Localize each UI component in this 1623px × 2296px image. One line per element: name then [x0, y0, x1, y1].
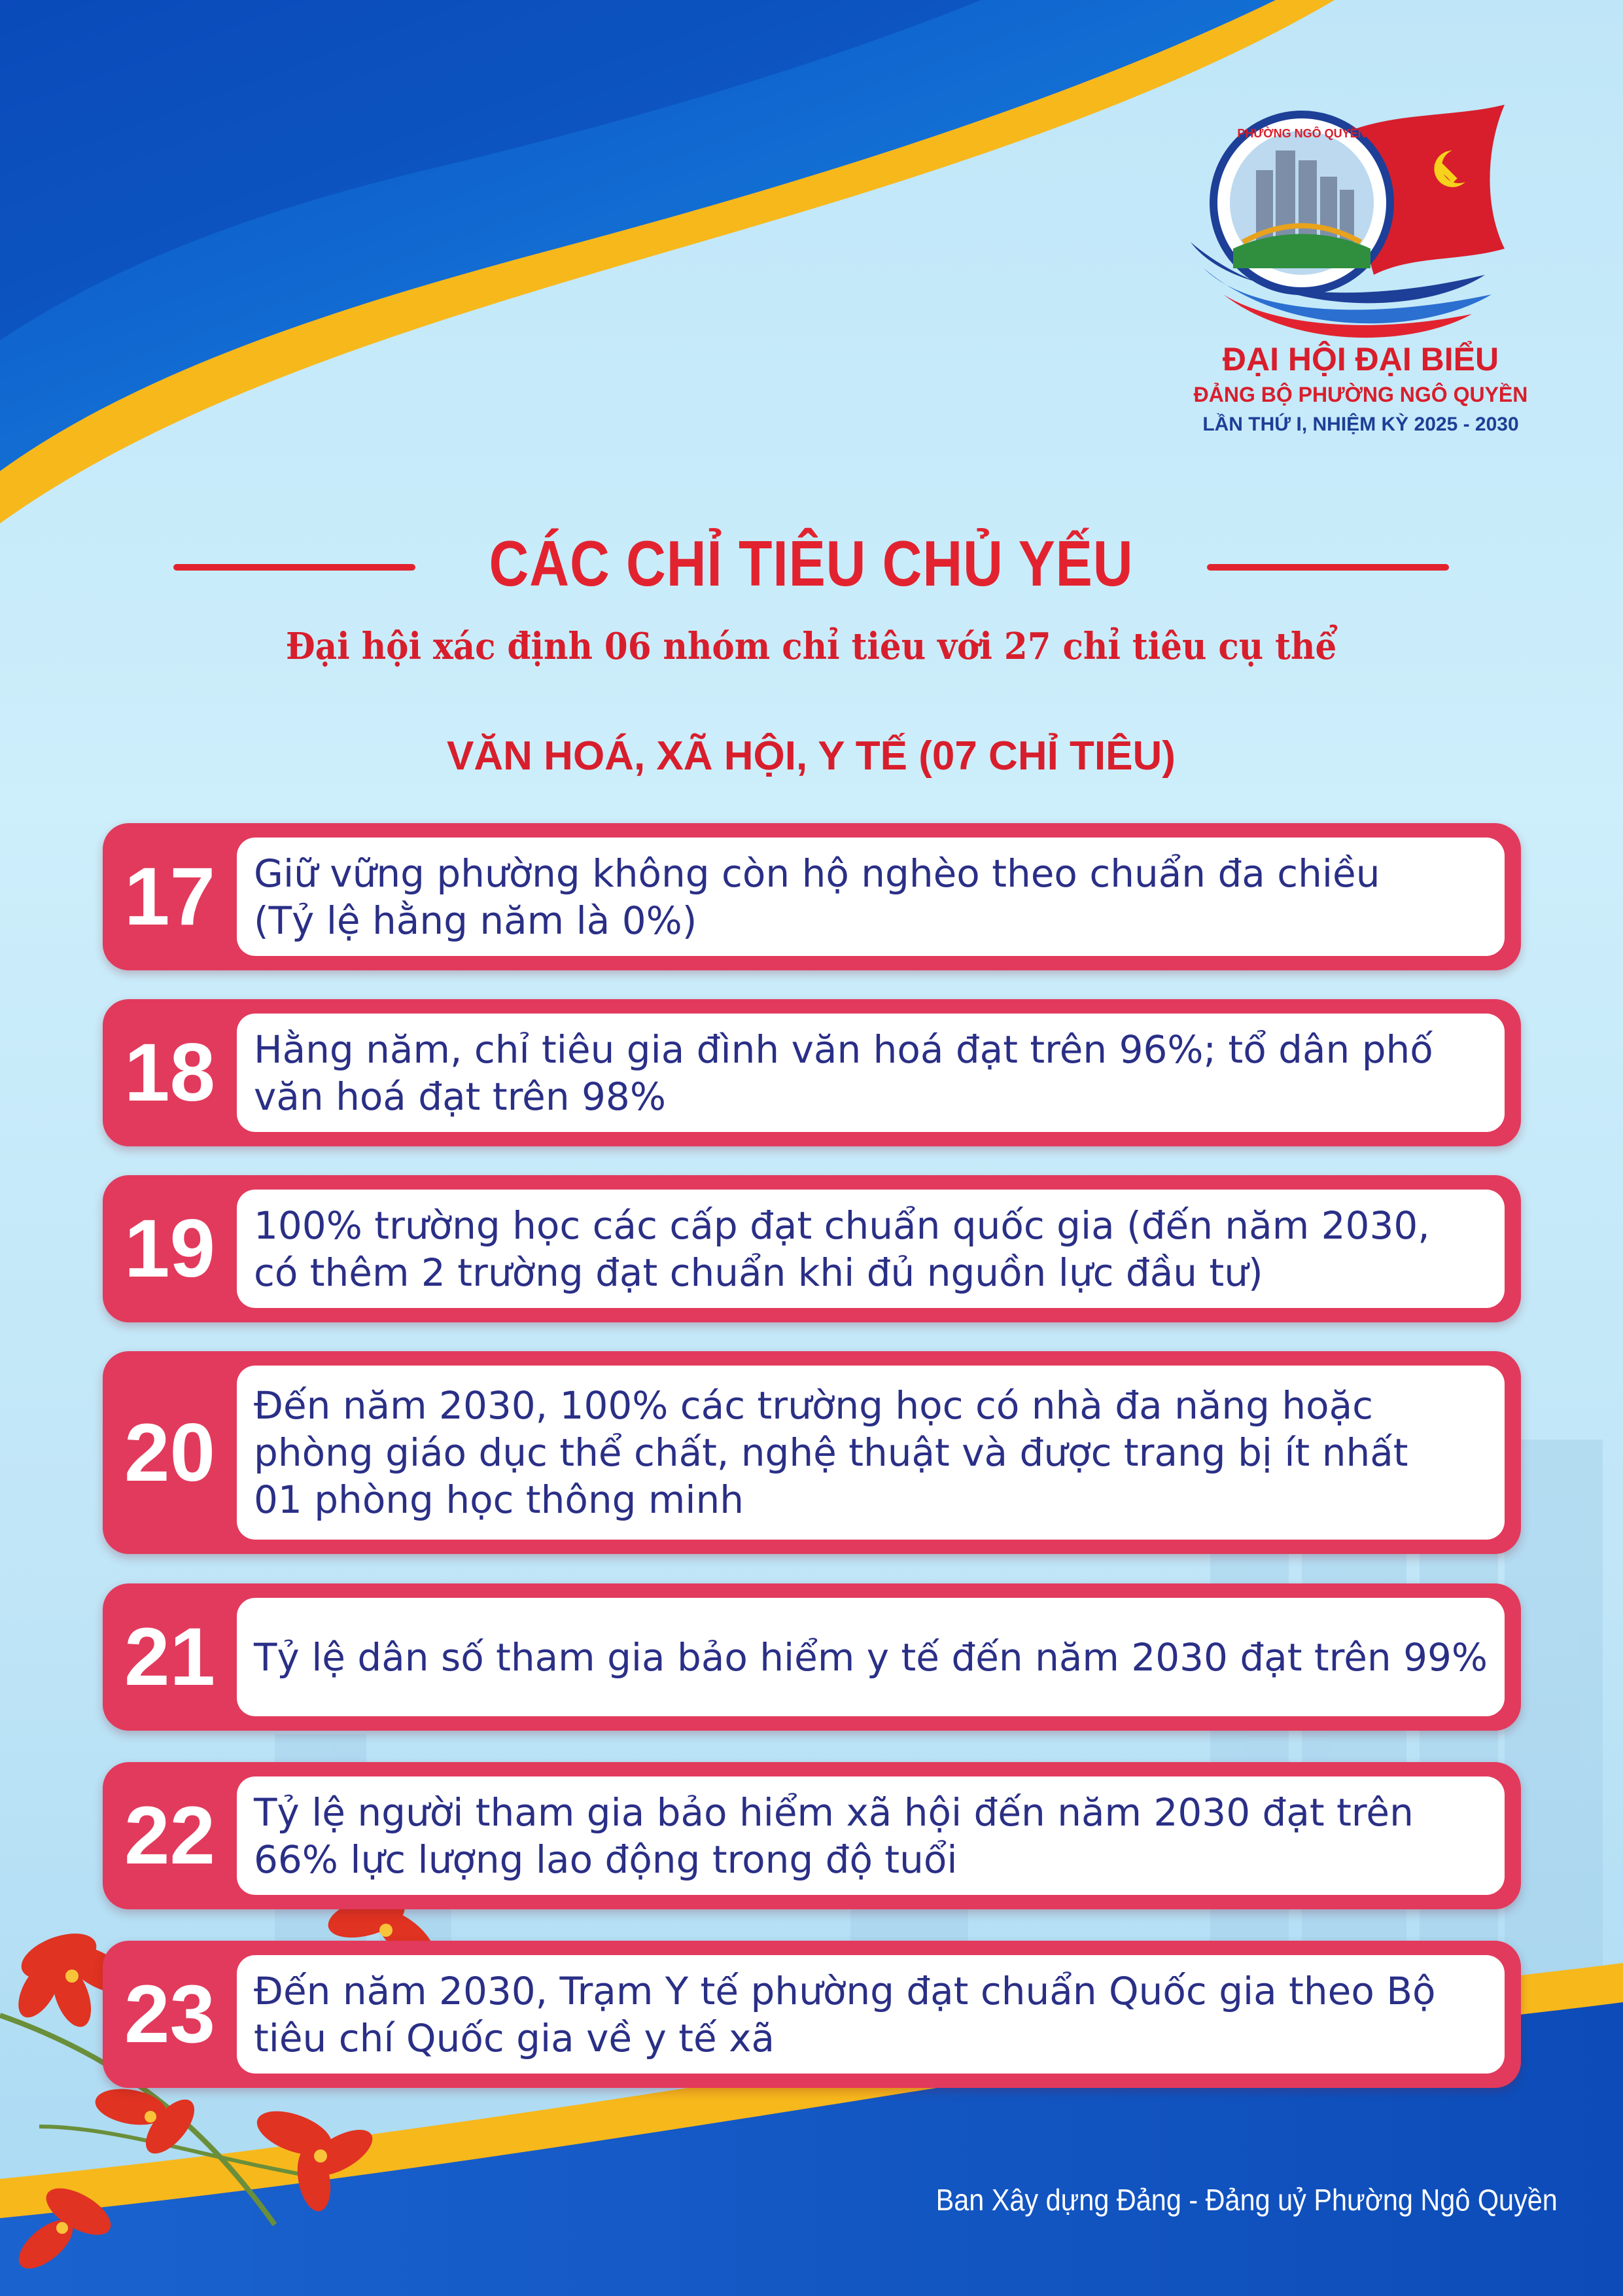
indicator-text	[254, 850, 1380, 944]
page-title: CÁC CHỈ TIÊU CHỦ YẾU	[489, 527, 1134, 599]
title-rule-left	[173, 564, 415, 571]
indicator-number: 22	[124, 1790, 216, 1881]
indicator-card	[103, 999, 1521, 1146]
indicator-line: Đến năm 2030, Trạm Y tế phường đạt chuẩn Quốc gia theo Bộ	[254, 1968, 1436, 2013]
indicator-text	[254, 1382, 1408, 1523]
page-subtitle: Đại hội xác định 06 nhóm chỉ tiêu với 27 chỉ tiêu cụ thể	[285, 625, 1337, 668]
logo-line-2: ĐẢNG BỘ PHƯỜNG NGÔ QUYỀN	[1193, 383, 1528, 406]
indicator-number: 23	[124, 1969, 216, 2060]
indicator-card	[103, 823, 1521, 970]
footer-credit: Ban Xây dựng Đảng - Đảng uỷ Phường Ngô Quyền	[935, 2183, 1558, 2217]
indicator-card	[103, 1762, 1521, 1909]
indicator-line: Giữ vững phường không còn hộ nghèo theo chuẩn đa chiều	[254, 851, 1380, 896]
indicator-text	[254, 1202, 1430, 1296]
title-rule-right	[1207, 564, 1449, 571]
indicator-line: (Tỷ lệ hằng năm là 0%)	[254, 898, 697, 943]
indicator-text-box	[237, 1366, 1505, 1540]
indicator-card	[103, 1175, 1521, 1322]
group-title: VĂN HOÁ, XÃ HỘI, Y TẾ (07 CHỈ TIÊU)	[447, 733, 1176, 779]
indicator-text-box	[237, 1190, 1505, 1308]
indicator-line: Tỷ lệ dân số tham gia bảo hiểm y tế đến năm 2030 đạt trên 99%	[254, 1634, 1488, 1680]
indicator-line: Tỷ lệ người tham gia bảo hiểm xã hội đến năm 2030 đạt trên	[254, 1790, 1414, 1835]
indicator-line: Hằng năm, chỉ tiêu gia đình văn hoá đạt trên 96%; tổ dân phố	[254, 1027, 1433, 1072]
indicator-line: Đến năm 2030, 100% các trường học có nhà đa năng hoặc	[254, 1383, 1374, 1428]
indicator-number: 19	[124, 1203, 216, 1294]
indicator-text	[254, 1968, 1436, 2062]
indicator-text-box	[237, 1776, 1505, 1895]
indicator-number: 20	[124, 1407, 216, 1498]
indicator-line: có thêm 2 trường đạt chuẩn khi đủ nguồn lực đầu tư)	[254, 1250, 1263, 1295]
logo-line-3: LẦN THỨ I, NHIỆM KỲ 2025 - 2030	[1202, 414, 1519, 435]
indicator-text-box	[237, 838, 1505, 956]
indicator-line: 66% lực lượng lao động trong độ tuổi	[254, 1837, 958, 1882]
logo-ring-text: PHƯỜNG NGÔ QUYỀN	[1237, 127, 1367, 140]
indicator-card	[103, 1941, 1521, 2088]
indicator-number: 18	[124, 1027, 216, 1118]
indicator-line: phòng giáo dục thể chất, nghệ thuật và được trang bị ít nhất	[254, 1430, 1408, 1475]
indicator-line: 01 phòng học thông minh	[254, 1477, 744, 1522]
indicator-text-box	[237, 1014, 1505, 1132]
indicator-card	[103, 1583, 1521, 1731]
indicator-text-box	[237, 1598, 1505, 1716]
indicator-text-box	[237, 1955, 1505, 2074]
indicator-line: tiêu chí Quốc gia về y tế xã	[254, 2015, 775, 2060]
indicator-text	[254, 1026, 1433, 1120]
indicator-text	[254, 1789, 1414, 1883]
indicator-number: 21	[124, 1612, 216, 1703]
indicator-number: 17	[124, 851, 216, 942]
indicator-card	[103, 1351, 1521, 1554]
indicator-text	[254, 1634, 1488, 1681]
indicator-line: văn hoá đạt trên 98%	[254, 1074, 666, 1119]
logo-line-1: ĐẠI HỘI ĐẠI BIỂU	[1222, 341, 1499, 378]
indicator-line: 100% trường học các cấp đạt chuẩn quốc gia (đến năm 2030,	[254, 1203, 1430, 1248]
